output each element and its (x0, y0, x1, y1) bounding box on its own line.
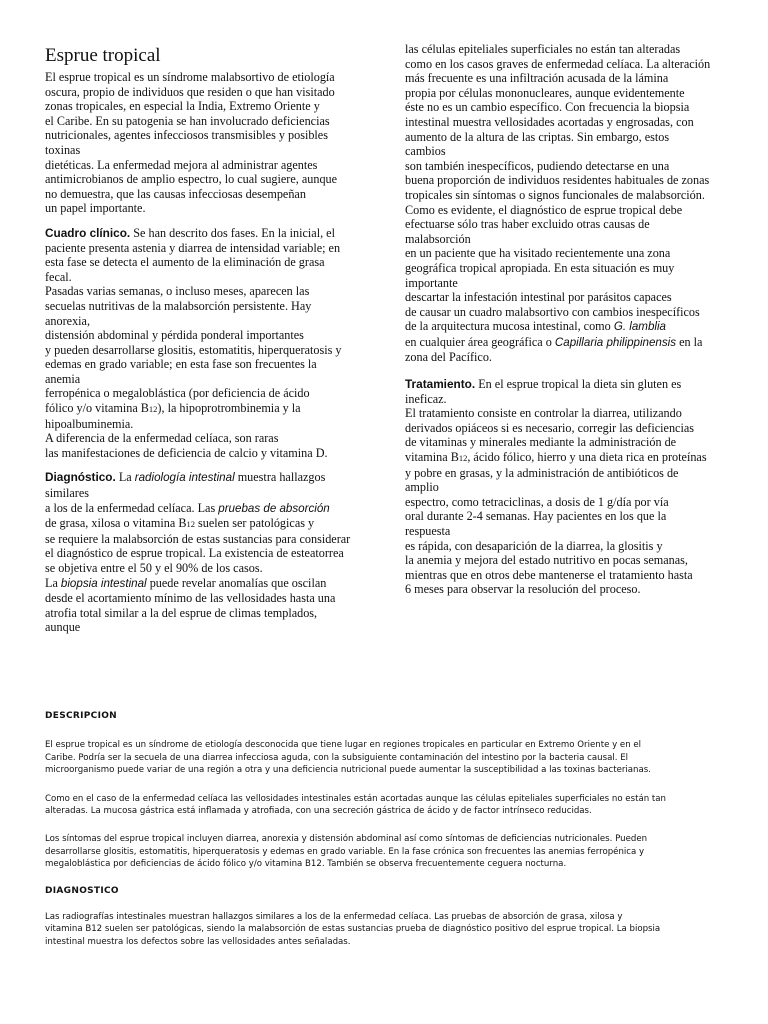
text-line: Caribe. Podría ser la secuela de una diarrea infecciosa aguda, con la subsiguiente contaminación del intestino por la bacteria causal. El (45, 752, 629, 763)
text-line: microorganismo puede variar de una región a otra y una deficiencia nutricional puede aumentar la susceptibilidad a las toxinas bacterianas. (45, 765, 651, 776)
subscript: 12 (458, 453, 468, 464)
text-line: propia por células mononucleares, aunque evidentemente (405, 85, 685, 100)
text-line (405, 319, 723, 335)
text-line: edemas en grado variable; en esta fase son frecuentes la (45, 357, 317, 372)
text-line: Como es evidente, el diagnóstico de esprue tropical debe (405, 202, 683, 217)
text-line: el diagnóstico de esprue tropical. La existencia de esteatorrea (45, 546, 344, 561)
text-line: éste no es un cambio específico. Con frecuencia la biopsia (405, 100, 690, 115)
text-line: de vitaminas y minerales mediante la administración de (405, 435, 677, 450)
text-line: espectro, como tetraciclinas, a dosis de 1 g/día por vía (405, 494, 669, 509)
text-line: descartar la infestación intestinal por parásitos capaces (405, 290, 672, 305)
text-line: El tratamiento consiste en controlar la diarrea, utilizando (405, 406, 682, 421)
text-line (45, 576, 355, 592)
text-span: suelen ser patológicas y (194, 516, 315, 531)
diagnostico-heading: Diagnóstico. (45, 470, 116, 485)
italic-term: Capillaria philippinensis (554, 335, 677, 349)
text-line: 6 meses para observar la resolución del proceso. (405, 582, 641, 597)
text-line: malabsorción (405, 231, 471, 246)
text-line: alteradas. La mucosa gástrica está inflamada y atrofiada, con una secreción gástrica de ácido y de factor intrínseco reducidas. (45, 806, 592, 817)
text-line: megaloblástica por deficiencias de ácido fólico y/o vitamina B12. También se observa frecuentemente ceguera nocturna. (45, 859, 567, 870)
text-line: intestinal muestra los defectos sobre las vellosidades antes señaladas. (45, 936, 351, 947)
text-line: respuesta (405, 524, 451, 538)
intro-paragraph (45, 70, 355, 216)
text-line: buena proporción de individuos residentes habituales de zonas (405, 173, 710, 188)
text-line (45, 401, 355, 417)
text-line: cambios (405, 144, 446, 159)
text-line: paciente presenta astenia y diarrea de intensidad variable; en (45, 240, 341, 255)
cuadro-clinico-section (45, 226, 355, 461)
text-line: tropicales sin síntomas o signos funcionales de malabsorción. (405, 187, 705, 202)
summary-paragraph (45, 793, 745, 818)
text-line: zonas tropicales, en especial la India, Extremo Oriente y (45, 99, 320, 114)
italic-term: biopsia intestinal (60, 576, 147, 590)
text-line: en un paciente que ha visitado recientemente una zona (405, 246, 671, 261)
italic-term: pruebas de absorción (218, 501, 330, 515)
text-line: esta fase se detecta el aumento de la eliminación de grasa (45, 255, 325, 270)
text-line: las células epiteliales superficiales no están tan alteradas (405, 42, 681, 56)
text-line: de causar un cuadro malabsortivo con cambios inespecíficos (405, 304, 700, 319)
summary-paragraph (45, 833, 745, 871)
text-line: oscura, propio de individuos que residen o que han visitado (45, 84, 335, 99)
tratamiento-section (405, 377, 723, 597)
text-line: El esprue tropical es un síndrome malabsortivo de etiología (45, 70, 335, 84)
text-line: intestinal muestra vellosidades acortadas y engrosadas, con (405, 114, 694, 129)
text-line: amplio (405, 480, 439, 495)
text-span: En el esprue tropical la dieta sin gluten es (475, 377, 682, 392)
text-line: hipoalbuminemia. (45, 416, 134, 431)
text-line: A diferencia de la enfermedad celíaca, son raras (45, 431, 279, 446)
text-line: se requiere la malabsorción de estas sustancias para considerar (45, 531, 351, 546)
text-line: similares (45, 486, 90, 501)
text-span: puede revelar anomalías que oscilan (146, 575, 327, 590)
text-line: el Caribe. En su patogenia se han involucrado deficiencias (45, 113, 330, 128)
text-line: aunque (45, 620, 81, 635)
text-line: Pasadas varias semanas, o incluso meses, aparecen las (45, 284, 310, 299)
text-line: nutricionales, agentes infecciosos transmisibles y posibles (45, 128, 328, 143)
text-line: distensión abdominal y pérdida ponderal importantes (45, 328, 304, 343)
diagnostico-summary-heading: DIAGNOSTICO (45, 885, 119, 896)
text-line: secuelas nutritivas de la malabsorción persistente. Hay (45, 298, 312, 313)
subscript: 12 (186, 519, 195, 530)
diagnostico-continuation (405, 42, 723, 365)
text-span: muestra hallazgos (234, 470, 326, 485)
text-line: y pueden desarrollarse glositis, estomatitis, hiperqueratosis y (45, 342, 342, 357)
text-line: antimicrobianos de amplio espectro, lo cual sugiere, aunque (45, 172, 338, 187)
text-line: mientras que en otros debe mantenerse el tratamiento hasta (405, 567, 693, 582)
text-line: son también inespecíficos, pudiendo detectarse en una (405, 158, 670, 173)
text-span: La (45, 575, 61, 590)
text-span: La (115, 470, 135, 485)
text-line (405, 335, 723, 351)
text-line (45, 501, 355, 517)
text-line: aumento de la altura de las criptas. Sin embargo, estos (405, 129, 670, 144)
text-line: vitamina B12 suelen ser patológicas, siendo la malabsorción de estas sustancias prueba de diagnóstico positivo del esprue tropical. La biopsia (45, 924, 661, 935)
text-line: Como en el caso de la enfermedad celíaca las vellosidades intestinales están acortadas aunque las células epiteliales superficiales no están tan (45, 793, 666, 804)
text-line: como en los casos graves de enfermedad celíaca. La alteración (405, 56, 711, 71)
text-line (45, 516, 355, 532)
tratamiento-heading: Tratamiento. (405, 377, 476, 392)
text-line (45, 226, 355, 241)
text-line: ferropénica o megaloblástica (por deficiencia de ácido (45, 386, 310, 401)
text-line (405, 450, 723, 466)
text-line: El esprue tropical es un síndrome de etiología desconocida que tiene lugar en regiones tropicales en particular en Extremo Oriente y en el (45, 740, 642, 750)
summary-paragraph (45, 739, 745, 777)
summary-section (45, 710, 745, 949)
descripcion-heading: DESCRIPCION (45, 711, 118, 721)
text-span: vitamina B (405, 450, 459, 465)
text-span: en cualquier área geográfica o (405, 334, 555, 349)
text-line: Los síntomas del esprue tropical incluyen diarrea, anorexia y distensión abdominal así como síntomas de deficiencias nutricionales. Pueden (45, 833, 648, 844)
text-line: anorexia, (45, 313, 91, 328)
text-line: no demuestra, que las causas infecciosas desempeñan (45, 186, 306, 201)
text-line: y pobre en grasas, y la administración de antibióticos de (405, 465, 679, 480)
text-line: derivados opiáceos si es necesario, corregir las deficiencias (405, 420, 694, 435)
text-span: a los de la enfermedad celíaca. Las (45, 500, 219, 515)
left-column (45, 44, 355, 635)
text-line: zona del Pacífico. (405, 350, 492, 365)
text-line: efectuarse sólo tras haber excluido otras causas de (405, 217, 650, 232)
text-line: las manifestaciones de deficiencia de calcio y vitamina D. (45, 445, 328, 460)
text-line: desde el acortamiento mínimo de las vellosidades hasta una (45, 591, 336, 606)
text-line: la anemia y mejora del estado nutritivo en pocas semanas, (405, 553, 688, 568)
text-span: de la arquitectura mucosa intestinal, como (405, 319, 614, 334)
text-line: toxinas (45, 142, 81, 157)
text-line: es rápida, con desaparición de la diarrea, la glositis y (405, 538, 663, 553)
text-span: Se han descrito dos fases. En la inicial, el (130, 225, 335, 240)
text-span: , ácido fólico, hierro y una dieta rica en proteínas (467, 450, 707, 465)
text-span: en la (676, 334, 703, 349)
cuadro-clinico-heading: Cuadro clínico. (45, 225, 131, 240)
text-span: fólico y/o vitamina B (45, 401, 149, 416)
text-line (405, 377, 723, 392)
text-line: un papel importante. (45, 201, 146, 216)
text-line: más frecuente es una infiltración acusada de la lámina (405, 71, 669, 86)
right-column (405, 42, 723, 597)
italic-term: G. lamblia (613, 320, 667, 334)
text-span: ), la hipoprotrombinemia y la (157, 401, 301, 416)
text-line: atrofia total similar a la del esprue de climas templados, (45, 605, 318, 620)
text-line: anemia (45, 371, 81, 386)
italic-term: radiología intestinal (134, 471, 235, 485)
text-line: ineficaz. (405, 391, 447, 406)
text-line: desarrollarse glositis, estomatitis, hiperqueratosis y edemas en grado variable. En la fase crónica son frecuentes las anemias ferropénica y (45, 846, 645, 857)
subscript: 12 (148, 404, 158, 415)
text-line: geográfica tropical apropiada. En esta situación es muy (405, 260, 675, 275)
page-title: Esprue tropical (45, 45, 161, 66)
text-span: de grasa, xilosa o vitamina B (45, 516, 187, 531)
text-line: dietéticas. La enfermedad mejora al administrar agentes (45, 157, 318, 172)
text-line: se objetiva entre el 50 y el 90% de los casos. (45, 561, 263, 575)
text-line (45, 470, 355, 486)
text-line: importante (405, 275, 458, 290)
text-line: Las radiografías intestinales muestran hallazgos similares a los de la enfermedad celíaca. Las pruebas de absorción de grasa, xilosa y (45, 911, 623, 922)
text-line: oral durante 2-4 semanas. Hay pacientes en los que la (405, 509, 667, 524)
diagnostico-section (45, 470, 355, 635)
summary-paragraph (45, 911, 745, 949)
text-line: fecal. (45, 269, 72, 284)
